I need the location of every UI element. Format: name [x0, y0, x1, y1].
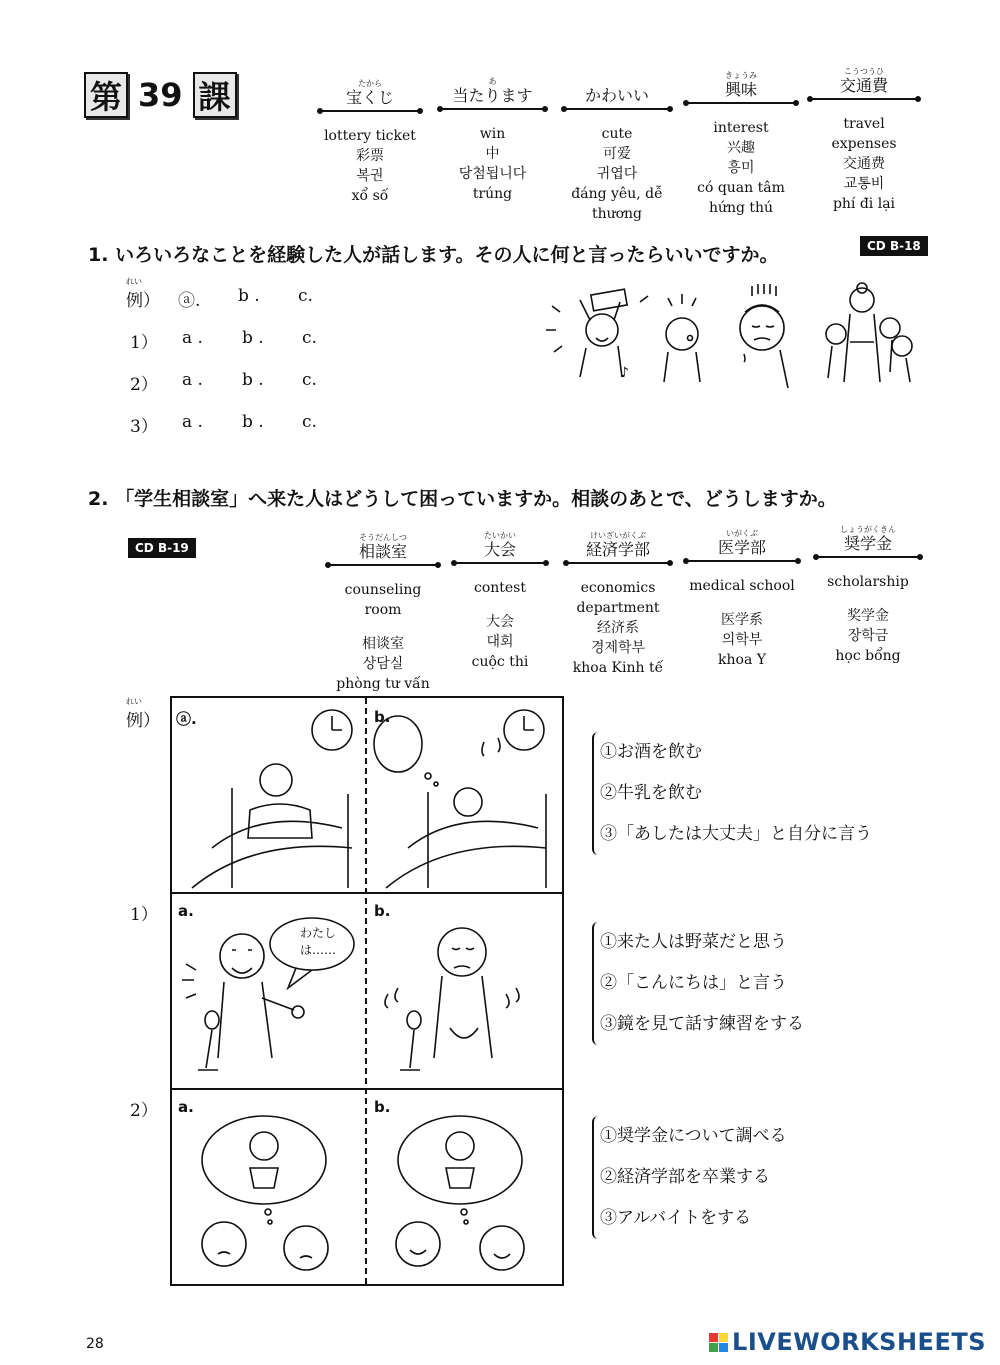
- choice-option[interactable]: ③「あしたは大丈夫」と自分に言う: [600, 824, 872, 844]
- option-b[interactable]: b .: [242, 370, 264, 390]
- page-number: 28: [86, 1336, 104, 1352]
- vocab-ruby: きょうみ: [725, 71, 757, 80]
- option-b[interactable]: b .: [242, 412, 264, 432]
- answer-row: [130, 412, 362, 437]
- option-b[interactable]: b .: [238, 286, 260, 306]
- choice-option[interactable]: ①奨学金について調べる: [600, 1126, 787, 1146]
- choice-option[interactable]: ①来た人は野菜だと思う: [600, 932, 787, 952]
- question-2-number: 2.: [88, 488, 109, 510]
- vocab-vi: có quan tâm hứng thú: [697, 180, 785, 216]
- vocab-zh: 医学系: [721, 612, 763, 628]
- panel-label: ⓐ.: [176, 710, 197, 728]
- vocab-en: travel expenses: [831, 116, 897, 152]
- vocab-ko: 당첨됩니다: [458, 166, 527, 182]
- vocab-en: cute: [601, 126, 633, 142]
- vocab-vi: học bổng: [835, 648, 901, 664]
- option-c[interactable]: c.: [302, 412, 317, 432]
- vocab-vi: đáng yêu, dễ thương: [571, 186, 663, 222]
- vocab-word: 交通費: [810, 76, 918, 100]
- vocab-zh: 相谈室: [362, 636, 404, 652]
- vocab-zh: 彩票: [356, 148, 384, 164]
- vocab-en: interest: [713, 120, 769, 136]
- choice-option[interactable]: ①お酒を飲む: [600, 742, 702, 762]
- panel-label: a.: [178, 1098, 194, 1116]
- vocab-ko: 교통비: [843, 176, 885, 192]
- vocab-word: 当たります: [440, 86, 545, 110]
- choice-group: [592, 732, 872, 855]
- cd-track-badge: CD B-19: [128, 538, 196, 558]
- vocab-zh: 经济系: [597, 620, 639, 636]
- vocab-vi: trúng: [472, 186, 513, 202]
- vocab-en: contest: [473, 580, 526, 596]
- option-a[interactable]: ⓐ.: [178, 291, 201, 311]
- vocab-item: [440, 78, 545, 204]
- comic-drawings: [172, 698, 562, 1284]
- question-2-title: [88, 484, 837, 511]
- comic-panels: [170, 696, 564, 1286]
- choice-group: [592, 922, 804, 1045]
- vocab-vi: xổ số: [351, 188, 389, 204]
- vocab-ko: 대회: [486, 634, 514, 650]
- option-c[interactable]: c.: [302, 370, 317, 390]
- vocab-vi: khoa Y: [718, 652, 766, 668]
- vocab-item: [328, 534, 438, 694]
- vocab-zh: 中: [485, 146, 500, 162]
- rei-ruby: れい: [126, 277, 142, 286]
- vocab-ko: 경제학부: [590, 640, 646, 656]
- vocab-word: 医学部: [686, 538, 798, 562]
- panel-label: b.: [374, 902, 391, 920]
- question-2-text: 「学生相談室」へ来た人はどうして困っていますか。相談のあとで、どうしますか。: [115, 488, 837, 510]
- vocab-zh: 奖学金: [847, 608, 889, 624]
- vocab-vi: phí đi lại: [832, 196, 896, 212]
- comic-row-label: 2）: [130, 1101, 158, 1121]
- lesson-kanji-dai: 第: [84, 72, 128, 118]
- vocab-ko: 귀엽다: [596, 166, 638, 182]
- vocab-ko: 장학금: [847, 628, 889, 644]
- vocab-word: かわいい: [564, 86, 670, 110]
- vocab-ruby: こうつうひ: [844, 67, 884, 76]
- vocab-vi: phòng tư vấn: [336, 676, 430, 692]
- vocab-item: [320, 80, 420, 206]
- vocab-en: counseling room: [344, 582, 422, 618]
- option-b[interactable]: b .: [242, 328, 264, 348]
- comic-row-label: 例）: [126, 711, 160, 731]
- speech-bubble-text: わたしは……: [299, 926, 336, 957]
- answer-row: [130, 370, 362, 395]
- vocab-zh: 交通费: [843, 156, 885, 172]
- question-1-text: いろいろなことを経験した人が話します。その人に何と言ったらいいですか。: [115, 244, 779, 266]
- vocab-word: 興味: [686, 80, 796, 104]
- vocab-zh: 兴趣: [727, 140, 755, 156]
- panel-label: b.: [374, 1098, 391, 1116]
- comic-row-label: 1）: [130, 905, 158, 925]
- panel-label: b.: [374, 708, 391, 726]
- vocab-zh: 大会: [486, 614, 514, 630]
- vocab-item: [816, 526, 920, 666]
- vocab-en: economics department: [576, 580, 660, 616]
- svg-text:♪: ♪: [620, 365, 629, 381]
- vocab-ko: 복권: [356, 168, 384, 184]
- vocab-ko: 흥미: [727, 160, 755, 176]
- lesson-kanji-ka: 課: [193, 72, 237, 118]
- row-label: 2）: [130, 375, 158, 395]
- vocab-ko: 상담실: [362, 656, 404, 672]
- row-label: 例）: [126, 291, 160, 311]
- panel-label: a.: [178, 902, 194, 920]
- vocab-word: 宝くじ: [320, 88, 420, 112]
- vocab-vi: cuộc thi: [471, 654, 529, 670]
- choice-option[interactable]: ②経済学部を卒業する: [600, 1167, 770, 1187]
- vocab-en: medical school: [689, 578, 795, 594]
- brand-logo: [709, 1328, 986, 1356]
- vocab-ruby: たから: [358, 79, 382, 88]
- vocab-vi: khoa Kinh tế: [572, 660, 664, 676]
- vocab-ruby: いがくぶ: [726, 529, 758, 538]
- answer-row: [130, 328, 362, 353]
- rei-ruby: れい: [126, 697, 142, 706]
- lesson-title: [84, 72, 237, 118]
- vocab-zh: 可爱: [603, 146, 631, 162]
- option-a[interactable]: a .: [182, 328, 203, 348]
- vocab-item: [686, 72, 796, 218]
- vocab-item: [454, 532, 546, 672]
- cd-track-badge: CD B-18: [860, 236, 928, 256]
- choice-option[interactable]: ③鏡を見て話す練習をする: [600, 1014, 804, 1034]
- vocab-word: 奨学金: [816, 534, 920, 558]
- q1-illustration: [540, 282, 930, 392]
- vocab-word: 経済学部: [566, 540, 670, 564]
- choice-option[interactable]: ②「こんにちは」と言う: [600, 973, 787, 993]
- vocab-item: [686, 530, 798, 670]
- option-c[interactable]: c.: [298, 286, 313, 306]
- vocab-ruby: けいざいがくぶ: [590, 531, 646, 540]
- option-c[interactable]: c.: [302, 328, 317, 348]
- lesson-number: 39: [138, 76, 183, 114]
- option-a[interactable]: a .: [182, 370, 203, 390]
- vocab-en: win: [479, 126, 506, 142]
- vocab-ruby: そうだんしつ: [359, 533, 407, 542]
- vocab-ruby: [564, 78, 670, 86]
- answer-row: [126, 286, 358, 311]
- vocab-word: 大会: [454, 540, 546, 564]
- vocab-en: lottery ticket: [324, 128, 416, 144]
- brand-icon: [709, 1333, 728, 1352]
- vocab-item: [566, 532, 670, 678]
- row-label: 1）: [130, 333, 158, 353]
- brand-name: LIVEWORKSHEETS: [732, 1328, 986, 1356]
- row-label: 3）: [130, 417, 158, 437]
- choice-option[interactable]: ③アルバイトをする: [600, 1208, 752, 1228]
- vocab-item: [810, 68, 918, 214]
- vocab-word: 相談室: [328, 542, 438, 566]
- question-1-number: 1.: [88, 244, 109, 266]
- vocab-item: [564, 78, 670, 224]
- vocab-ruby: たいかい: [484, 531, 516, 540]
- option-a[interactable]: a .: [182, 412, 203, 432]
- choice-option[interactable]: ②牛乳を飲む: [600, 783, 702, 803]
- choice-group: [592, 1116, 787, 1239]
- vocab-ruby: あ: [488, 77, 497, 86]
- vocab-en: scholarship: [827, 574, 909, 590]
- vocab-ruby: しょうがくきん: [840, 525, 896, 534]
- vocab-ko: 의학부: [721, 632, 763, 648]
- question-1-title: [88, 240, 779, 267]
